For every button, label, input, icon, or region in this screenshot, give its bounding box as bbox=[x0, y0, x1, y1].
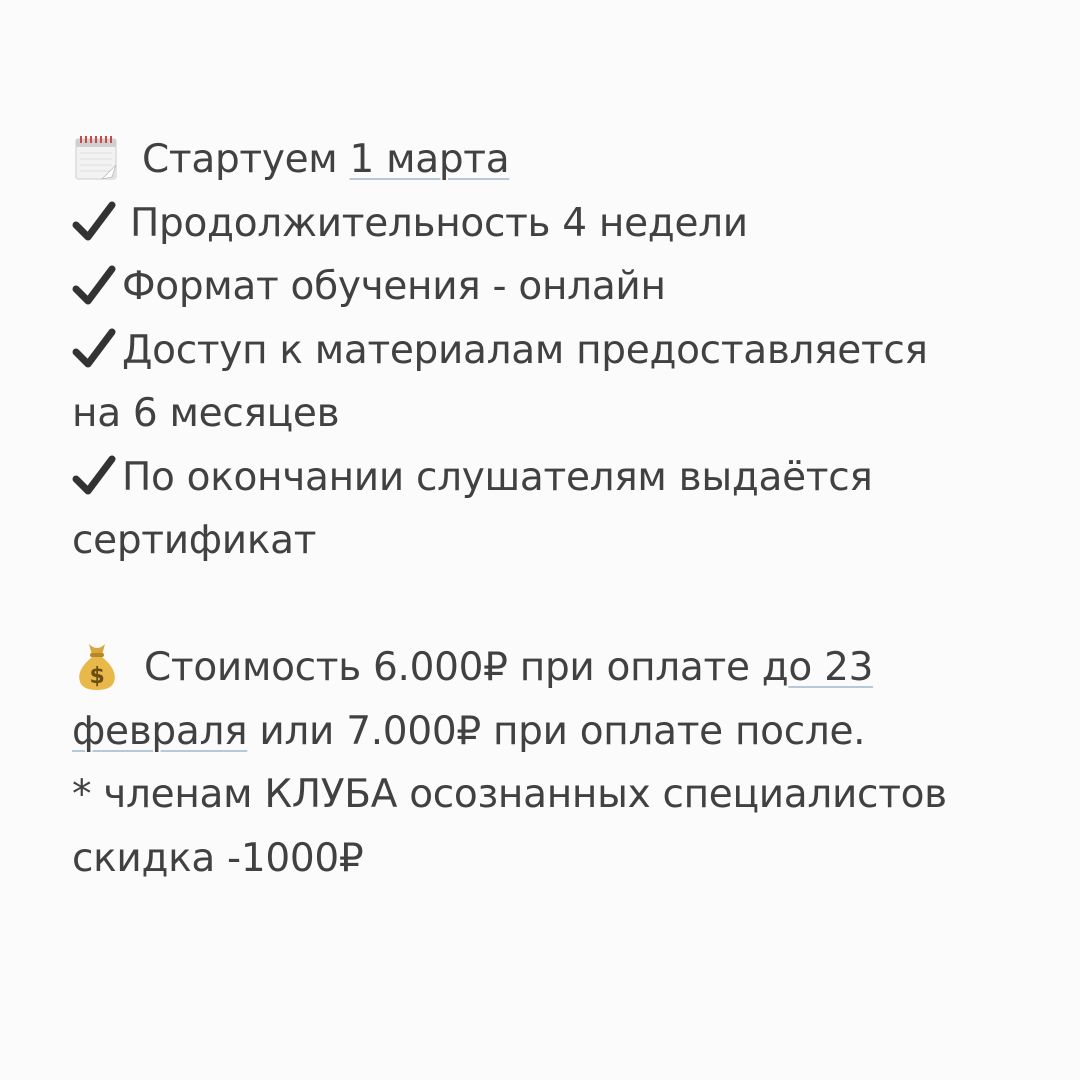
member-line: * членам КЛУБА осознанных специалистов bbox=[72, 772, 947, 817]
price-prefix: Стоимость 6.000₽ при оплате д bbox=[144, 645, 789, 690]
certificate-text: По окончании слушателям выдаётся bbox=[122, 454, 873, 500]
price-suffix: или 7.000₽ при оплате после. bbox=[247, 708, 866, 754]
format-line bbox=[72, 255, 1032, 319]
duration-text: Продолжительность 4 недели bbox=[130, 200, 748, 246]
check-mark-icon bbox=[72, 326, 116, 370]
price-line bbox=[72, 636, 1032, 700]
duration-line bbox=[72, 192, 1032, 256]
format-text: Формат обучения - онлайн bbox=[122, 264, 666, 309]
access-text: Доступ к материалам предоставляется bbox=[122, 327, 928, 373]
check-mark-icon bbox=[72, 453, 116, 497]
note-text bbox=[72, 128, 1032, 890]
blank-line bbox=[72, 573, 1032, 637]
access-line bbox=[72, 319, 1032, 383]
start-prefix: Стартуем bbox=[142, 137, 350, 182]
access-line-continued: на 6 месяцев bbox=[72, 391, 340, 436]
member-line-continued: скидка -1000₽ bbox=[72, 835, 364, 881]
svg-text:$: $ bbox=[89, 663, 105, 689]
calendar-icon bbox=[72, 133, 122, 183]
price-deadline-link[interactable]: о 23 bbox=[788, 645, 874, 690]
price-deadline-link-continued[interactable]: февраля bbox=[72, 708, 248, 754]
start-date-link[interactable]: 1 марта bbox=[349, 137, 510, 182]
money-bag-icon bbox=[72, 640, 122, 692]
start-line bbox=[72, 128, 1032, 192]
check-mark-icon bbox=[72, 263, 116, 307]
price-line-continued bbox=[72, 700, 1032, 764]
certificate-line bbox=[72, 446, 1032, 510]
check-mark-icon bbox=[72, 199, 116, 243]
certificate-line-continued: сертификат bbox=[72, 518, 317, 563]
